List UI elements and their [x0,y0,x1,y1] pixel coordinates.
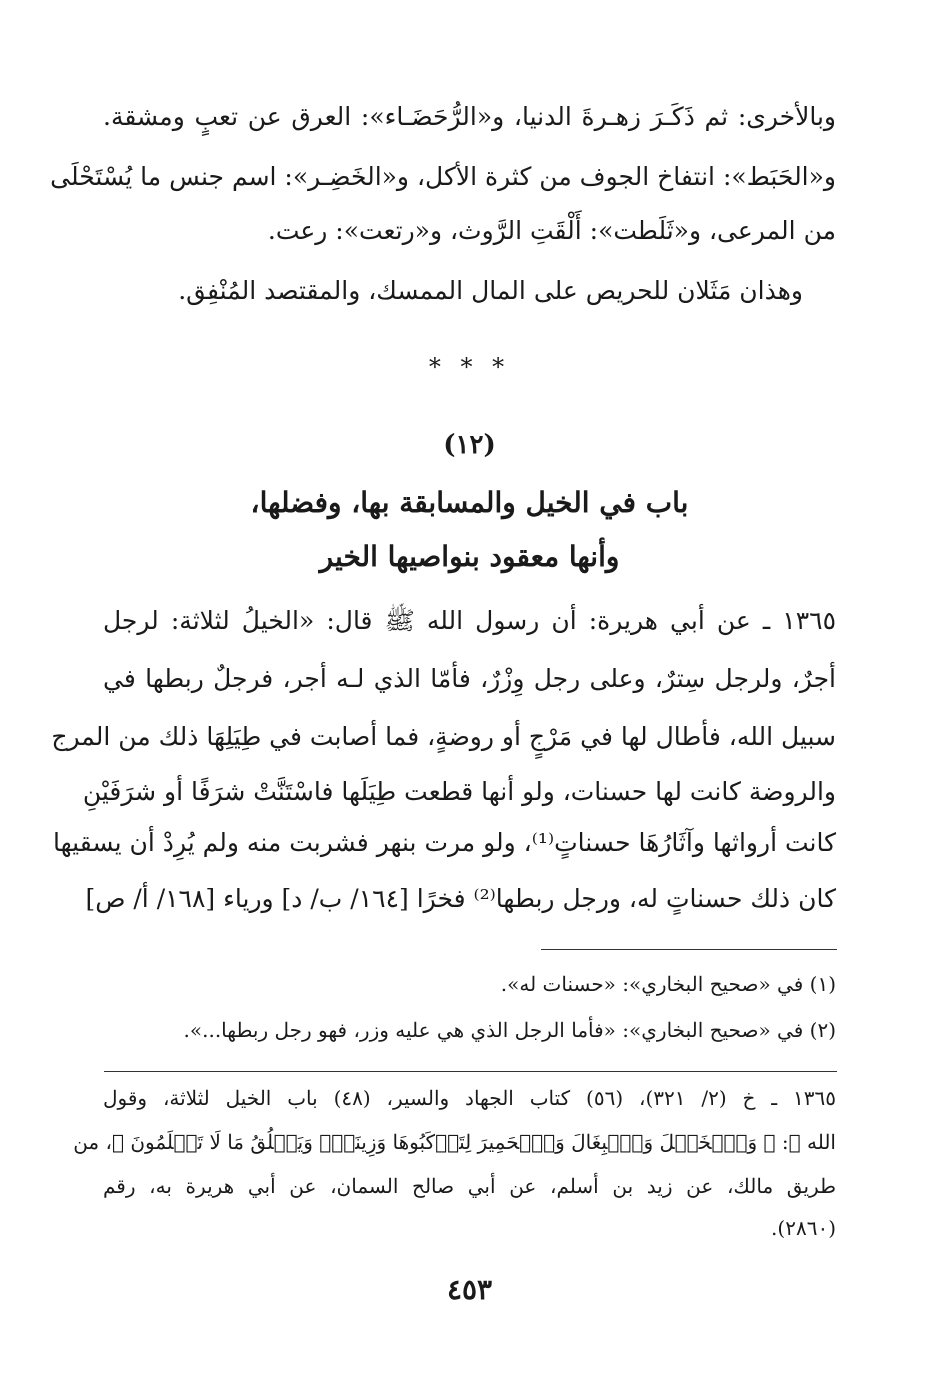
takhrij-line: طريق مالك، عن زيد بن أسلم، عن أبي صالح السمان، عن أبي هريرة به، رقم [103,1174,836,1198]
takhrij-separator [104,1071,837,1072]
hadith-line: سبيل الله، فأطال لها في مَرْجٍ أو روضةٍ، فما أصابت في طِيَلِهَا ذلك من المرج [51,722,836,751]
intro-line: و«الحَبَط»: انتفاخ الجوف من كثرة الأكل، و«الخَضِـر»: اسم جنس ما يُسْتَحْلَى [50,162,836,191]
chapter-title-line-1: باب في الخيل والمسابقة بها، وفضلها، [250,486,689,519]
takhrij-line: الله ﷻ: ﴿ وَٱلۡخَيۡلَ وَٱلۡبِغَالَ وَٱلۡحَمِيرَ لِتَرۡكَبُوهَا وَزِينَةٗۚ وَيَخۡلُقُ مَا لَا تَعۡلَمُونَ ﴾، من [73,1130,836,1154]
hadith-line: أجرٌ، ولرجل سِترٌ، وعلى رجل وِزْرٌ، فأمّا الذي لـه أجر، فرجلٌ ربطها في [103,664,836,693]
hadith-line: ١٣٦٥ ـ عن أبي هريرة: أن رسول الله ﷺ قال: «الخيلُ لثلاثة: لرجل [103,606,836,635]
chapter-number: (١٢) [443,430,496,460]
intro-line: وبالأخرى: ثم ذَكَـرَ زهـرةَ الدنيا، و«الرُّحَضَـاء»: العرق عن تعبٍ ومشقة. [103,102,836,131]
hadith-line: كان ذلك حسناتٍ له، ورجل ربطها⁽²⁾ فخرًا [١٦٤/ ب/ د] ورياء [١٦٨/ أ/ ص] [85,884,836,913]
intro-line: وهذان مَثَلان للحريص على المال الممسك، والمقتصد المُنْفِق. [178,276,803,305]
footnote-separator [541,949,837,950]
takhrij-line: ١٣٦٥ ـ خ (٢/ ٣٢١)، (٥٦) كتاب الجهاد والسير، (٤٨) باب الخيل لثلاثة، وقول [103,1086,837,1110]
footnote-2: (٢) في «صحيح البخاري»: «فأما الرجل الذي هي عليه وزر، فهو رجل ربطها...». [183,1018,836,1042]
hadith-line: كانت أرواثها وآثَارُهَا حسناتٍ⁽¹⁾، ولو مرت بنهر فشربت منه ولم يُرِدْ أن يسقيها [53,828,836,857]
hadith-line: والروضة كانت لها حسنات، ولو أنها قطعت طِيَلَها فاسْتَنَّتْ شرَفًا أو شرَفَيْنِ [82,777,836,806]
takhrij-line: (٢٨٦٠). [771,1216,836,1240]
chapter-title-line-2: وأنها معقود بنواصيها الخير [319,540,620,573]
page-number: ٤٥٣ [446,1273,493,1306]
section-separator: * * * [428,353,511,381]
footnote-1: (١) في «صحيح البخاري»: «حسنات له». [500,972,836,996]
intro-line: من المرعى، و«ثَلَطت»: أَلْقَتِ الرَّوث، و«رتعت»: رعت. [267,216,836,245]
